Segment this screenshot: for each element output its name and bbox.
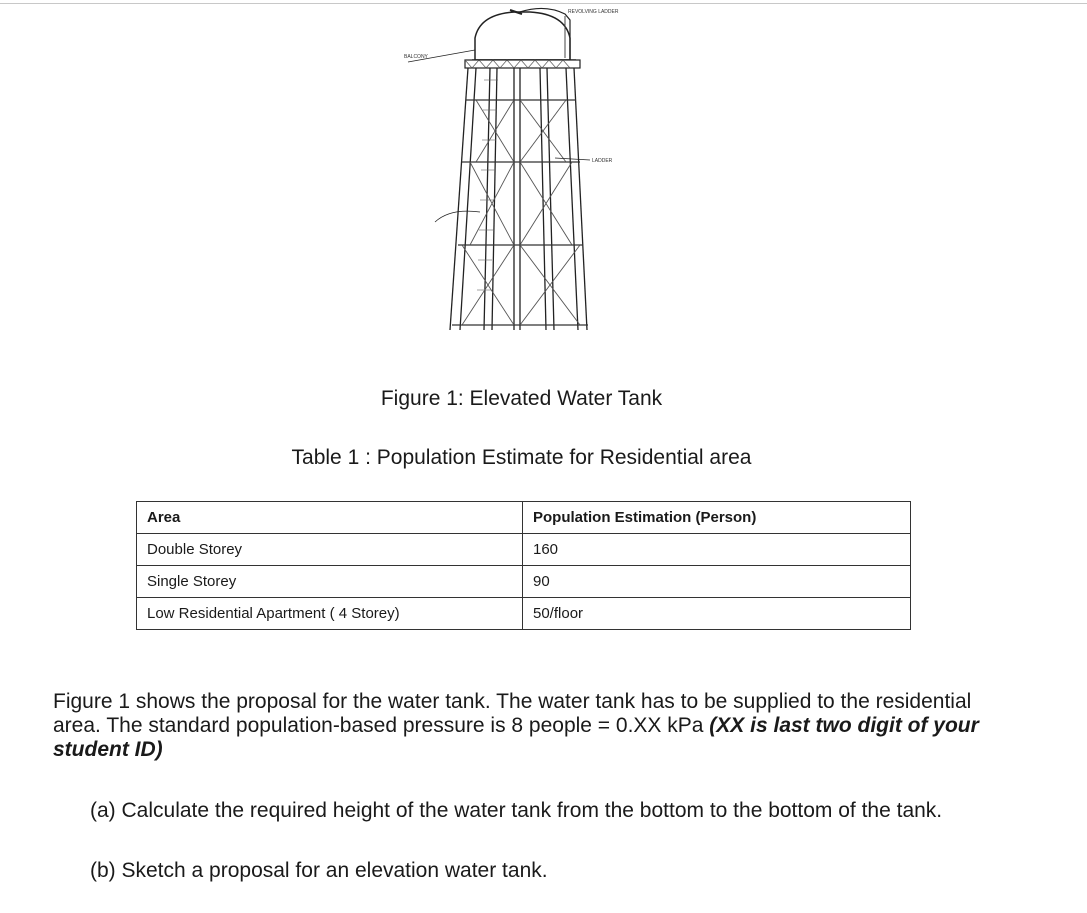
table-row bbox=[137, 534, 911, 566]
balcony-label: BALCONY bbox=[404, 54, 428, 60]
header-population: Population Estimation (Person) bbox=[523, 502, 911, 534]
table-caption: Table 1 : Population Estimate for Residential area bbox=[291, 446, 752, 469]
tower-bracing bbox=[462, 100, 580, 325]
cell-population: 50/floor bbox=[523, 598, 911, 630]
water-tank-drawing bbox=[380, 0, 640, 340]
table-header-row bbox=[137, 502, 911, 534]
table-row bbox=[137, 598, 911, 630]
cell-area: Double Storey bbox=[137, 534, 523, 566]
water-tank-figure bbox=[380, 0, 640, 340]
population-table bbox=[136, 501, 911, 630]
ladder-label: LADDER bbox=[592, 158, 613, 164]
tower-columns bbox=[450, 68, 587, 330]
question-b: (b) Sketch a proposal for an elevation water tank. bbox=[90, 859, 548, 882]
revolving-ladder-label: REVOLVING LADDER bbox=[568, 9, 619, 15]
table-row bbox=[137, 566, 911, 598]
problem-paragraph bbox=[53, 690, 1013, 762]
cell-population: 90 bbox=[523, 566, 911, 598]
cell-area: Single Storey bbox=[137, 566, 523, 598]
cell-area: Low Residential Apartment ( 4 Storey) bbox=[137, 598, 523, 630]
tank-body bbox=[475, 12, 570, 60]
cell-population: 160 bbox=[523, 534, 911, 566]
student-id-note: (XX is last two digit of your student ID) bbox=[53, 714, 979, 761]
question-a: (a) Calculate the required height of the water tank from the bottom to the bottom of the tank. bbox=[90, 799, 943, 822]
figure-caption: Figure 1: Elevated Water Tank bbox=[380, 387, 663, 410]
paragraph-text: Figure 1 shows the proposal for the water tank. The water tank has to be supplied to the residential area. The standard population-based pressure is 8 people = 0.XX kPa bbox=[53, 690, 972, 737]
header-area: Area bbox=[137, 502, 523, 534]
